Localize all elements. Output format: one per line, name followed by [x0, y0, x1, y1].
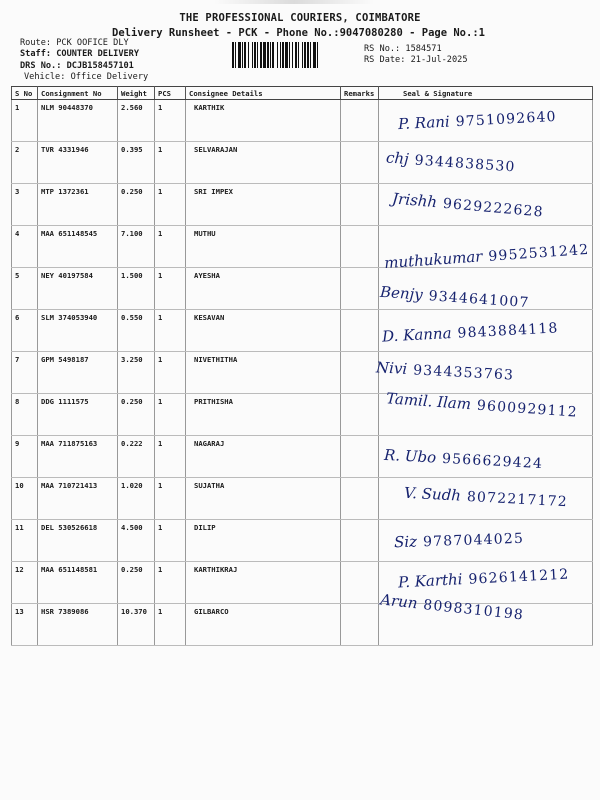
row-pcs: 1 [155, 142, 186, 184]
signature-name: chj [385, 148, 410, 169]
route-label: Route: [20, 38, 52, 48]
row-remarks [341, 604, 379, 646]
row-sno: 8 [12, 394, 38, 436]
row-remarks [341, 142, 379, 184]
row-remarks [341, 226, 379, 268]
row-weight: 0.250 [118, 184, 155, 226]
row-weight: 0.395 [118, 142, 155, 184]
row-weight: 0.222 [118, 436, 155, 478]
row-consignment-no: MAA 651148581 [38, 562, 118, 604]
signature-phone: 9566629424 [441, 450, 544, 473]
signature-phone: 8098310198 [422, 597, 525, 624]
barcode-bar [272, 42, 274, 68]
drs-line [20, 61, 134, 72]
barcode-bar [277, 42, 278, 68]
row-pcs: 1 [155, 520, 186, 562]
row-consignee: KARTHIK [186, 100, 341, 142]
barcode-bar [260, 42, 262, 68]
signature-phone: 9787044025 [422, 530, 525, 551]
row-consignment-no: SLM 374053940 [38, 310, 118, 352]
rs-date-value: 21-Jul-2025 [410, 55, 468, 65]
row-remarks [341, 184, 379, 226]
signature-name: Benjy [379, 282, 424, 304]
row-consignment-no: DEL 530526618 [38, 520, 118, 562]
col-header-consignee: Consignee Details [186, 87, 341, 100]
barcode-bar [310, 42, 311, 68]
barcode-bar [242, 42, 243, 68]
rs-no-label: RS No.: [364, 44, 401, 54]
barcode-image [232, 42, 356, 68]
barcode-bar [248, 42, 249, 68]
company-title: THE PROFESSIONAL COURIERS, COIMBATORE [179, 12, 421, 24]
barcode-bar [307, 42, 309, 68]
barcode-bar [298, 42, 299, 68]
vehicle-label: Vehicle: [24, 72, 66, 82]
signature-name: Arun [379, 590, 419, 613]
row-weight: 0.550 [118, 310, 155, 352]
signature-phone: 9629222628 [442, 195, 545, 221]
barcode-bar [267, 42, 269, 68]
signature-name: Siz [393, 532, 418, 552]
row-consignment-no: HSR 7389086 [38, 604, 118, 646]
row-remarks [341, 520, 379, 562]
row-pcs: 1 [155, 436, 186, 478]
barcode-bar [302, 42, 303, 68]
row-weight: 2.560 [118, 100, 155, 142]
col-header-consignment: Consignment No [38, 87, 118, 100]
row-consignee: SRI IMPEX [186, 184, 341, 226]
row-consignee: PRITHISHA [186, 394, 341, 436]
row-remarks [341, 394, 379, 436]
signature-name: muthukumar [383, 247, 484, 273]
signature-name: D. Kanna [381, 323, 452, 346]
row-pcs: 1 [155, 226, 186, 268]
row-weight: 10.370 [118, 604, 155, 646]
vehicle-line [24, 72, 148, 83]
signature-name: V. Sudh [403, 483, 462, 505]
row-pcs: 1 [155, 310, 186, 352]
signature-phone: 9843884118 [457, 320, 559, 342]
barcode-bar [232, 42, 234, 68]
col-header-pcs: PCS [155, 87, 186, 100]
col-header-weight: Weight [118, 87, 155, 100]
row-sno: 10 [12, 478, 38, 520]
rs-no-line [364, 44, 442, 55]
table-header-row [12, 87, 593, 100]
signature-name: P. Rani [397, 112, 451, 134]
row-consignee: SELVARAJAN [186, 142, 341, 184]
row-remarks [341, 100, 379, 142]
col-header-remarks: Remarks [341, 87, 379, 100]
row-sno: 11 [12, 520, 38, 562]
row-sno: 2 [12, 142, 38, 184]
row-remarks [341, 352, 379, 394]
signature-name: R. Ubo [383, 445, 437, 467]
row-consignment-no: MTP 1372361 [38, 184, 118, 226]
row-pcs: 1 [155, 604, 186, 646]
barcode-bar [295, 42, 297, 68]
row-consignee: AYESHA [186, 268, 341, 310]
signature-phone: 8072217172 [466, 489, 569, 511]
row-consignee: NAGARAJ [186, 436, 341, 478]
row-pcs: 1 [155, 268, 186, 310]
row-weight: 7.100 [118, 226, 155, 268]
staff-label: Staff: [20, 49, 52, 59]
row-consignee: MUTHU [186, 226, 341, 268]
signature-phone: 9344641007 [428, 288, 531, 312]
barcode-bar [280, 42, 281, 68]
row-consignment-no: TVR 4331946 [38, 142, 118, 184]
barcode-bar [235, 42, 236, 68]
barcode-bar [317, 42, 318, 68]
row-consignment-no: GPM 5498187 [38, 352, 118, 394]
row-weight: 4.500 [118, 520, 155, 562]
barcode-bar [238, 42, 241, 68]
row-remarks [341, 562, 379, 604]
row-remarks [341, 436, 379, 478]
row-weight: 0.250 [118, 394, 155, 436]
vehicle-value: Office Delivery [70, 72, 149, 82]
row-weight: 0.250 [118, 562, 155, 604]
row-consignee: KARTHIKRAJ [186, 562, 341, 604]
drs-label: DRS No.: [20, 61, 62, 71]
row-remarks [341, 478, 379, 520]
row-sno: 12 [12, 562, 38, 604]
signature-name: Jrishh [391, 189, 438, 212]
row-weight: 3.250 [118, 352, 155, 394]
signature-name: Tamil. Ilam [385, 389, 472, 414]
col-header-sno: S No [12, 87, 38, 100]
scan-smudge [214, 0, 374, 4]
row-consignment-no: MAA 711875163 [38, 436, 118, 478]
row-sno: 7 [12, 352, 38, 394]
signature-phone: 9344838530 [414, 152, 517, 176]
row-consignment-no: NLM 90448370 [38, 100, 118, 142]
row-pcs: 1 [155, 478, 186, 520]
row-consignee: GILBARCO [186, 604, 341, 646]
row-pcs: 1 [155, 100, 186, 142]
barcode-bar [282, 42, 284, 68]
signature-phone: 9344353763 [412, 362, 515, 384]
row-remarks [341, 310, 379, 352]
row-consignee: KESAVAN [186, 310, 341, 352]
row-pcs: 1 [155, 562, 186, 604]
row-consignee: NIVETHITHA [186, 352, 341, 394]
signature-name: Nivi [375, 358, 408, 379]
signature-phone: 9626141212 [468, 566, 570, 588]
route-line [20, 38, 129, 49]
signature-name: P. Karthi [397, 570, 463, 592]
barcode-bar [244, 42, 246, 68]
col-header-signature: Seal & Signature [379, 87, 593, 100]
barcode-bar [263, 42, 266, 68]
barcode-bar [304, 42, 306, 68]
rs-date-label: RS Date: [364, 55, 406, 65]
signature-phone: 9952531242 [487, 241, 590, 265]
runsheet-subtitle: Delivery Runsheet - PCK - Phone No.:9047080280 - Page No.:1 [112, 27, 485, 39]
row-consignee: DILIP [186, 520, 341, 562]
staff-line [20, 49, 139, 60]
barcode-bar [252, 42, 253, 68]
row-weight: 1.020 [118, 478, 155, 520]
row-consignment-no: MAA 710721413 [38, 478, 118, 520]
rs-date-line [364, 55, 468, 66]
row-remarks [341, 268, 379, 310]
row-pcs: 1 [155, 352, 186, 394]
barcode-bar [257, 42, 258, 68]
signature-phone: 9600929112 [476, 397, 579, 421]
row-sno: 3 [12, 184, 38, 226]
row-sno: 1 [12, 100, 38, 142]
barcode-bar [270, 42, 271, 68]
row-sno: 5 [12, 268, 38, 310]
barcode-bar [313, 42, 316, 68]
row-weight: 1.500 [118, 268, 155, 310]
row-consignee: SUJATHA [186, 478, 341, 520]
barcode-bar [289, 42, 290, 68]
row-sno: 13 [12, 604, 38, 646]
barcode-bar [254, 42, 256, 68]
row-pcs: 1 [155, 394, 186, 436]
signature-phone: 9751092640 [455, 108, 558, 131]
row-sno: 9 [12, 436, 38, 478]
row-sno: 6 [12, 310, 38, 352]
row-consignment-no: MAA 651148545 [38, 226, 118, 268]
rs-no-value: 1584571 [405, 44, 442, 54]
drs-value: DCJB158457101 [66, 61, 134, 71]
route-value: PCK OOFICE DLY [56, 38, 129, 48]
row-pcs: 1 [155, 184, 186, 226]
barcode-bar [285, 42, 288, 68]
row-consignment-no: NEY 40197584 [38, 268, 118, 310]
row-sno: 4 [12, 226, 38, 268]
staff-value: COUNTER DELIVERY [56, 49, 140, 59]
barcode-bar [292, 42, 293, 68]
row-consignment-no: DDG 1111575 [38, 394, 118, 436]
